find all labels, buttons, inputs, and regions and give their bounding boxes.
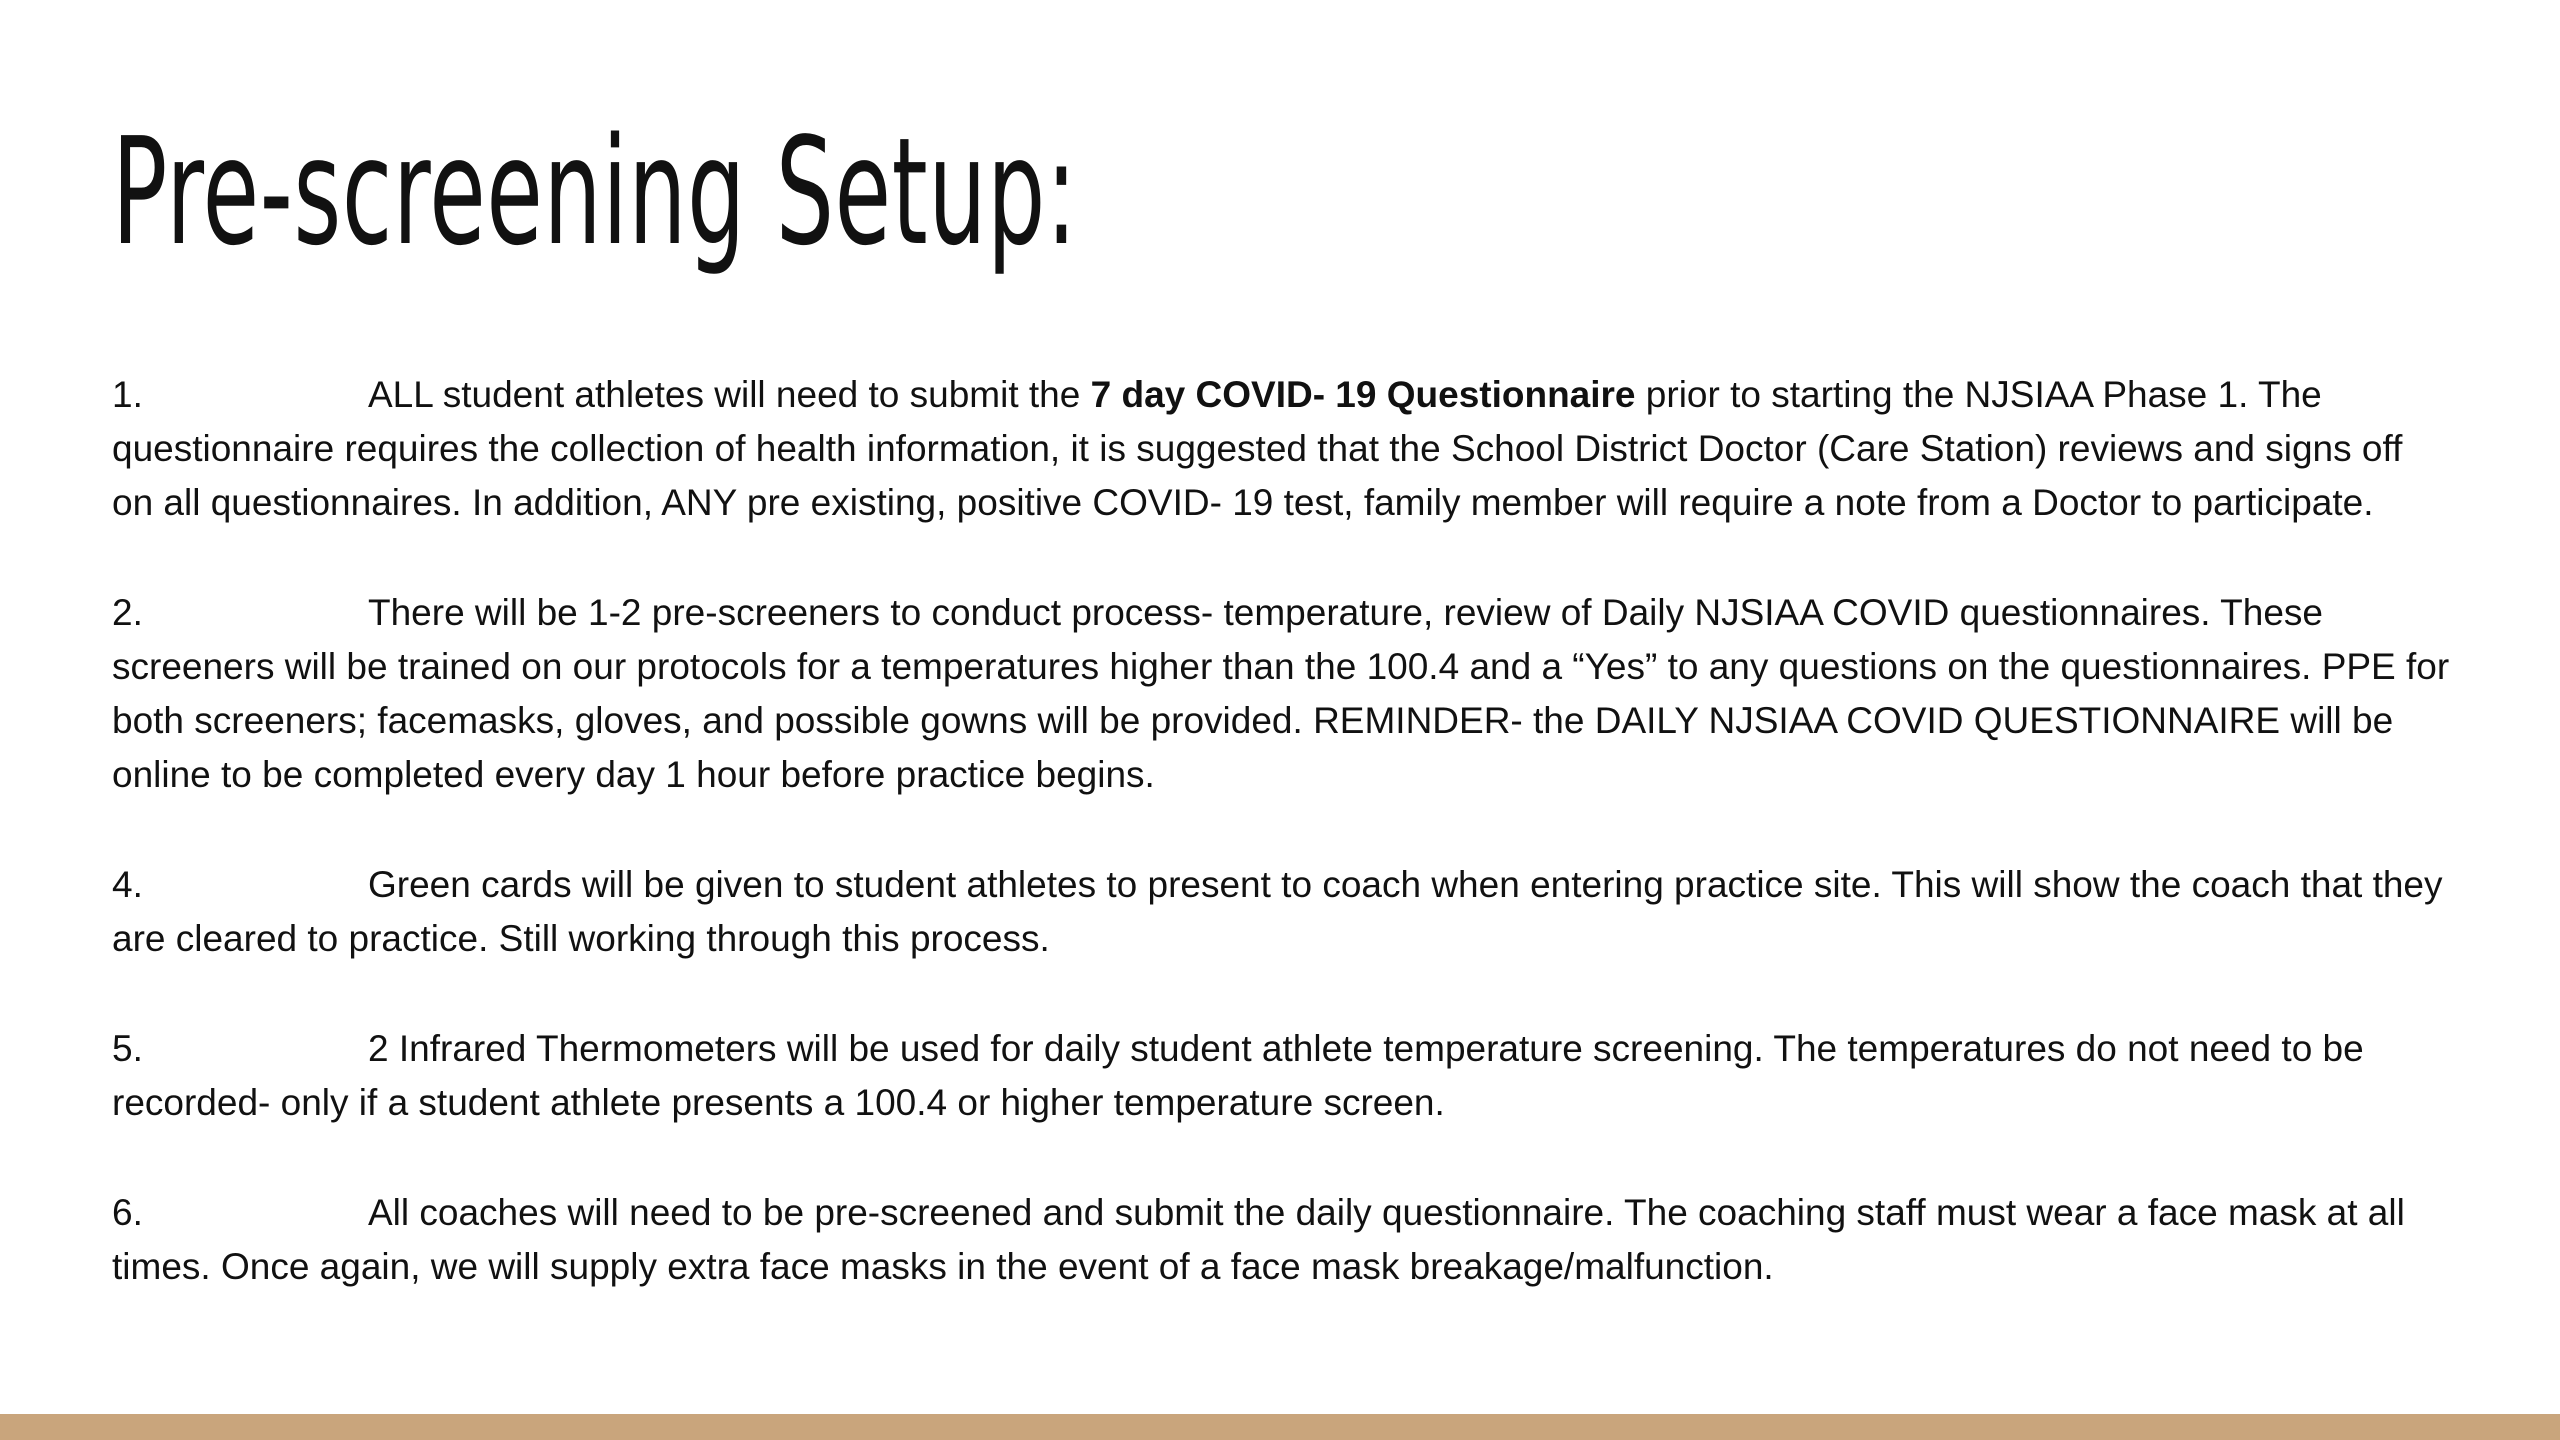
list-item-2 [112, 586, 2452, 802]
item-text: ALL student athletes will need to submit the [368, 374, 1091, 415]
slide-body [112, 368, 2452, 1350]
item-text: prior to starting the NJSIAA Phase 1. The questionnaire requires the collection of health information, it is suggested that the School District Doctor (Care Station) reviews and signs off on all questionnaires. In addition, ANY pre existing, positive COVID- 19 test, family member will require a note from a Doctor to participate. [112, 374, 2403, 523]
item-number: 2. [112, 592, 143, 633]
item-text: Green cards will be given to student athletes to present to coach when entering practice site. This will show the coach that they are cleared to practice. Still working through this process. [112, 864, 2443, 959]
list-item-1 [112, 368, 2452, 530]
item-number: 4. [112, 864, 143, 905]
list-item-5 [112, 1022, 2452, 1130]
item-text: All coaches will need to be pre-screened and submit the daily questionnaire. The coaching staff must wear a face mask at all times. Once again, we will supply extra face masks in the event of a face mask breakage/malfunction. [112, 1192, 2405, 1287]
item-number: 5. [112, 1028, 143, 1069]
item-text: 2 Infrared Thermometers will be used for daily student athlete temperature screening. The temperatures do not need to be recorded- only if a student athlete presents a 100.4 or higher temperature screen. [112, 1028, 2364, 1123]
footer-accent-bar [0, 1414, 2560, 1440]
item-number: 6. [112, 1192, 143, 1233]
list-item-4 [112, 858, 2452, 966]
list-item-6 [112, 1186, 2452, 1294]
item-bold-text: 7 day COVID- 19 Questionnaire [1090, 374, 1636, 415]
item-number: 1. [112, 374, 143, 415]
item-text: There will be 1-2 pre-screeners to conduct process- temperature, review of Daily NJSIAA COVID questionnaires. These screeners will be trained on our protocols for a temperatures higher than the 100.4 and a “Yes” to any questions on the questionnaires. PPE for both screeners; facemasks, gloves, and possible gowns will be provided. REMINDER- the DAILY NJSIAA COVID QUESTIONNAIRE will be online to be completed every day 1 hour before practice begins. [112, 592, 2450, 795]
slide-title: Pre-screening Setup: [112, 106, 1078, 278]
